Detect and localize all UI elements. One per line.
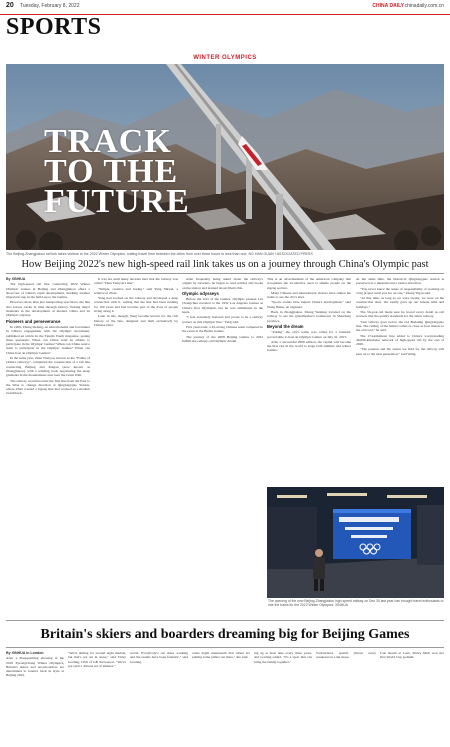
paragraph: "Our railway goes below the old Badaling Qinglongqiao line. The ceiling of the tunnel comes as close as four meters to the old road," he said. bbox=[356, 319, 444, 333]
story2-column-5 bbox=[254, 651, 312, 743]
paragraph: "You never know the sense of responsibility of working on a big project until you are on one," Zhang Yigan said. bbox=[356, 286, 444, 295]
paragraph: "Sports events have helped China's development," said Wang Haisu, an engineer. bbox=[267, 300, 351, 309]
paragraph: Five years later, a 45-strong Chinese team competed in the event at the Berlin Games. bbox=[182, 324, 263, 334]
paragraph: The 56-year-old made sure he traced every detail as rail workers met the quality standards for the smart railway. bbox=[356, 310, 444, 319]
inset-caption: The opening of the new Beijing-Zhangjiakou high-speed railway on Dec 30 last year has brought travel enthusiasts to ride the trains for the 2022 Winter Olympics. XINHUA bbox=[268, 599, 444, 608]
divider bbox=[6, 620, 444, 621]
paragraph: Before the start of the Games, Olympic pioneer Liu Changchun traveled to the 1932 Los Angeles Games as China's first Olympian, but he was eliminated in the heats. bbox=[182, 297, 263, 315]
paragraph: Yang had worked on the railway and developed a deep connection with it, writing that the line had been running for 100 years and had become part of the lives of people living along it. bbox=[94, 296, 178, 314]
story2-column-6 bbox=[316, 651, 376, 743]
story2-column-2 bbox=[68, 651, 126, 743]
paragraph: This is an advertisement of the American company that recognizes the locomotive used to shuttle people on the zigzag section. bbox=[267, 277, 351, 290]
paragraph: "At that time, as long as we were awake, we were on the construction sites. We totally gave up our leisure time and holidays." bbox=[356, 296, 444, 309]
story2-column-1 bbox=[6, 651, 64, 743]
divider bbox=[6, 273, 444, 274]
inset-photo bbox=[267, 487, 444, 598]
paragraph: "I feel extremely honored and proud to be a railway worker on this Olympic line," Yang said. bbox=[182, 315, 263, 324]
paragraph: After frequently being asked about the railway's origins by travelers, he began to read articles and books on the station and learned about Zhan's life. bbox=[182, 277, 263, 290]
paragraph: Many Chinese and international visitors have ridden the trains to see the city's sites. bbox=[267, 290, 351, 300]
section-kicker: WINTER OLYMPICS bbox=[193, 55, 257, 61]
story-column-5 bbox=[356, 277, 444, 485]
section-title: SPORTS bbox=[6, 14, 102, 40]
paragraph: However, more than just transporting spectators, the line also leaves tracks in time through history, linking major moments in the development of modern China and its Olympic odyssey. bbox=[6, 300, 90, 318]
paragraph: It was not until many decades later that the railway was called "Zhan Tianyou's line". bbox=[94, 277, 178, 286]
paragraph: Switzerland, spends almost every weekend on a ski slope. bbox=[316, 651, 376, 660]
hero-title-line3: FUTURE bbox=[44, 183, 190, 220]
story-column-1 bbox=[6, 277, 90, 617]
story2-column-4 bbox=[192, 651, 250, 743]
paragraph: After a disappointing showing at the 2018 PyeongChang Winter Olympics, Britain's skiers and snowboarders are determined to bounce back in style at Beijing 2022. bbox=[6, 656, 64, 678]
story-headline: How Beijing 2022's new high-speed rail link takes us on a journey through China's Olympic past bbox=[21, 259, 429, 270]
story-byline: By XINHUA bbox=[6, 277, 26, 281]
hero-title-line2: TO THE bbox=[44, 153, 179, 190]
story-column-2 bbox=[94, 277, 178, 617]
paragraph: "Taking" the city's name was called for a fantastic second time to host an Olympic Games on July 31, 2015. bbox=[267, 330, 351, 339]
paragraph: The journey of the 2008 Beijing Games to 2022 fulfills the century-old Olympic dream. bbox=[182, 334, 263, 343]
paragraph: In the same year, Zhan Tianyou, known as the "Father of China's railways", completed the construction of a rail line connecting Beijing and Kalgan (now known as Zhangjiakou), with a winding track negotiating the steep gradients in the mountainous area near the Great Wall. bbox=[6, 356, 90, 378]
paragraph: world. Everybody's out there working and the results have been fantastic," said Gosling. bbox=[130, 651, 188, 664]
paragraph: "Simple, creative and boring," said Yang Shiwei, a relative of Zhan. bbox=[94, 286, 178, 295]
hero-title-line1: TRACK bbox=[44, 123, 172, 160]
paragraph: After a successful 2008 edition, the capital will become the first city in the world to stage both summer and winter Games. bbox=[267, 339, 351, 353]
page-header bbox=[0, 0, 450, 15]
second-story-headline: Britain's skiers and boarders dreaming big for Beijing Games bbox=[40, 627, 410, 642]
subhead: Olympic odysseys bbox=[182, 290, 219, 296]
issue-date: Tuesday, February 8, 2022 bbox=[20, 3, 80, 9]
publication-name: CHINA DAILY bbox=[372, 3, 404, 9]
story2-byline: By XINHUA in London bbox=[6, 651, 44, 655]
paragraph: The high-speed rail line connecting 2022 Winter Olympic venues in Beijing and Zhangjiakou offers a showcase of China's rapid development, marking another important step in the build-up to the Games. bbox=[6, 282, 90, 300]
station-photo-illustration bbox=[267, 487, 444, 598]
subhead: Beyond the dream bbox=[267, 323, 304, 329]
paragraph: Later in life, though, Yang became known for the rich history of the line, designed and built exclusively by Chinese labor. bbox=[94, 314, 178, 327]
subhead: Pioneers and perseverance bbox=[6, 318, 61, 324]
hero-title bbox=[44, 123, 190, 220]
page-number: 20 bbox=[6, 2, 14, 9]
paragraph: ing up at least nine every three years, and Gosling added, "It's a sport that can bring the family together." bbox=[254, 651, 312, 664]
story-column-4 bbox=[267, 277, 351, 485]
paragraph: Back in Zhangjiakou, Zhang Weiping traveled on the railway to see his grandmother's hometown in Shandong province. bbox=[267, 310, 351, 323]
story2-column-7 bbox=[380, 651, 444, 743]
paragraph: "The passion and the vision we hold for the railway will pass on to the next generation," said Wang. bbox=[356, 347, 444, 356]
paragraph: come depth underneath that where it's putting some pillars out there," she said. bbox=[192, 651, 250, 660]
paragraph: The railway would become the first line from the East to the West to change direction at Qinglongqiao Station, where Zhan created a zigzag line that worked as a modern switchback. bbox=[6, 378, 90, 396]
hero-caption: The Beijing-Zhangjiakou rail link takes visitors to the 2022 Winter Olympics, cutting travel time between the cities from over three hours to less than one. NG HAN GUAN / ASSOCIATED PRESS bbox=[6, 252, 313, 256]
paragraph: Last month at Laax, Kirsty Muir won her first World Cup podium. bbox=[380, 651, 444, 660]
paragraph: At the same time, the historical Qinglongqiao station is preserved as a museum and a tourist attraction. bbox=[356, 277, 444, 286]
paragraph: The 174-kilometer line added to China's world-leading 40,000-kilometer network of high-speed rail by the end of 2020. bbox=[356, 333, 444, 347]
divider bbox=[6, 647, 444, 648]
story2-column-3 bbox=[130, 651, 188, 743]
story-column-3 bbox=[182, 277, 263, 617]
paragraph: In 1909, Zhang Defeng, an educationalist and forerunner in China's engagement with the Olympic movement, published an article in the Tianjin Youth magazine, posing three questions: When can China send an athlete to participate in the Olympic Games? When can China send a team to participate in the Olympic Games? When can China host an Olympic Games? bbox=[6, 324, 90, 355]
paragraph: "We're aiming for around eight medals, but that's not set in stone," said Vicky Gosling, CEO of GB Snowsport. "We've got such a diverse set of athletes." bbox=[68, 651, 126, 668]
site-url: chinadaily.com.cn bbox=[404, 3, 444, 9]
